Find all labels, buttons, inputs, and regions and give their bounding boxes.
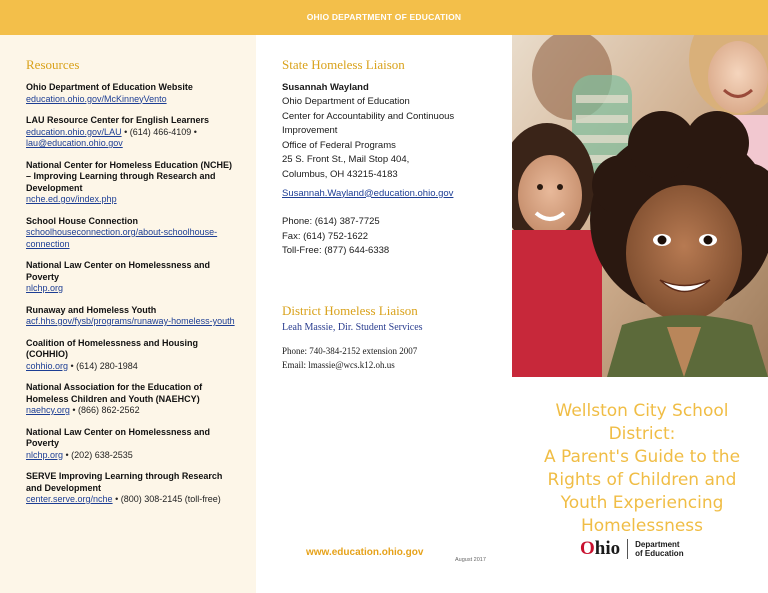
address-line: Center for Accountability and Continuous Improvement: [282, 110, 455, 137]
resource-link[interactable]: naehcy.org: [26, 405, 70, 415]
resource-item: [26, 471, 238, 506]
resource-link[interactable]: nlchp.org: [26, 283, 64, 293]
resource-link[interactable]: cohhio.org: [26, 360, 69, 371]
resources-panel: [0, 35, 256, 593]
resources-title: Resources: [26, 57, 80, 72]
resource-name: SERVE Improving Learning through Research and Development: [26, 471, 223, 493]
header-banner: [0, 0, 768, 35]
resource-name: National Law Center on Homelessness and Poverty: [26, 260, 211, 282]
resource-contact: • (866) 862-2562: [69, 405, 140, 415]
resource-item: [26, 382, 238, 417]
state-liaison-name: Susannah Wayland: [282, 82, 369, 93]
resource-item: [26, 216, 238, 251]
resource-link[interactable]: center.serve.org/nche: [26, 494, 113, 504]
resource-name: LAU Resource Center for English Learners: [26, 115, 210, 125]
state-liaison-email[interactable]: Susannah.Wayland@education.ohio.gov: [282, 187, 454, 199]
district-phone: Phone: 740-384-2152 extension 2007: [282, 345, 418, 356]
resource-link[interactable]: acf.hhs.gov/fysb/programs/runaway-homeless-youth: [26, 316, 235, 326]
ohio-department-logo: [580, 538, 684, 560]
district-liaison-title: District Homeless Liaison: [282, 302, 418, 318]
resource-item: [26, 305, 238, 328]
state-liaison-title: State Homeless Liaison: [282, 57, 405, 72]
resource-name: National Center for Homeless Education (NCHE) – Improving Learning through Research and Development: [26, 159, 233, 193]
resource-item: [26, 115, 238, 150]
resource-item: [26, 260, 238, 295]
address-line: Columbus, OH 43215-4183: [282, 168, 398, 180]
ohio-wordmark: [580, 538, 620, 560]
resource-link[interactable]: nlchp.org: [26, 449, 64, 460]
brochure-title: [526, 400, 758, 538]
logo-department-text: [635, 540, 683, 559]
title-line: District:: [608, 424, 676, 444]
district-liaison-name: Leah Massie, Dir. Student Services: [282, 321, 423, 333]
title-line: A Parent's Guide to the: [543, 447, 741, 467]
ohio-o-letter: O: [580, 538, 595, 559]
address-line: Ohio Department of Education: [282, 96, 410, 107]
resource-link[interactable]: education.ohio.gov/LAU: [26, 126, 122, 137]
resource-name: Ohio Department of Education Website: [26, 82, 193, 92]
resource-contact: • (202) 638-2535: [63, 449, 133, 460]
resource-email-link[interactable]: lau@education.ohio.gov: [26, 138, 123, 148]
footer-date: August 2017: [455, 557, 486, 563]
address-line: 25 S. Front St., Mail Stop 404,: [282, 154, 410, 166]
logo-dept-line2: of Education: [635, 549, 684, 558]
liaison-panel: [256, 35, 512, 593]
resource-link[interactable]: schoolhouseconnection.org/about-schoolhouse-connection: [26, 227, 218, 249]
title-line: Wellston City School: [555, 401, 729, 421]
title-line: Youth Experiencing: [560, 493, 724, 513]
header-title: OHIO DEPARTMENT OF EDUCATION: [306, 12, 462, 22]
resource-item: [26, 338, 238, 373]
resource-name: School House Connection: [26, 215, 139, 226]
resource-name: Runaway and Homeless Youth: [26, 304, 157, 315]
resource-contact: • (800) 308-2145 (toll-free): [112, 494, 221, 504]
resource-name: Coalition of Homelessness and Housing (COHHIO): [26, 337, 199, 359]
resource-contact: • (614) 280-1984: [68, 360, 138, 371]
phone-line: Phone: (614) 387-7725: [282, 216, 380, 228]
state-liaison-phones: [282, 215, 494, 259]
title-line: Rights of Children and: [547, 470, 737, 490]
ohio-rest-letters: hio: [594, 538, 621, 559]
fax-line: Fax: (614) 752-1622: [282, 230, 369, 242]
tollfree-line: Toll-Free: (877) 644-6338: [282, 245, 390, 257]
resource-link[interactable]: education.ohio.gov/McKinneyVento: [26, 93, 167, 104]
resource-contact: • (614) 466-4109 •: [121, 126, 197, 137]
resource-link[interactable]: nche.ed.gov/index.php: [26, 194, 117, 204]
children-photo-illustration: [512, 35, 768, 377]
logo-divider: [627, 539, 628, 559]
address-line: Office of Federal Programs: [282, 139, 396, 151]
logo-dept-line1: Department: [635, 539, 680, 549]
title-line: Homelessness: [580, 516, 704, 536]
resource-name: National Association for the Education of Homeless Children and Youth (NAEHCY): [26, 382, 203, 404]
cover-photo: [512, 35, 768, 377]
resource-name: National Law Center on Homelessness and Poverty: [26, 426, 211, 448]
district-email: Email: lmassie@wcs.k12.oh.us: [282, 359, 395, 370]
footer-website-link[interactable]: www.education.ohio.gov: [306, 547, 424, 558]
resource-item: [26, 82, 238, 105]
resource-item: [26, 427, 238, 462]
resource-item: [26, 160, 238, 206]
